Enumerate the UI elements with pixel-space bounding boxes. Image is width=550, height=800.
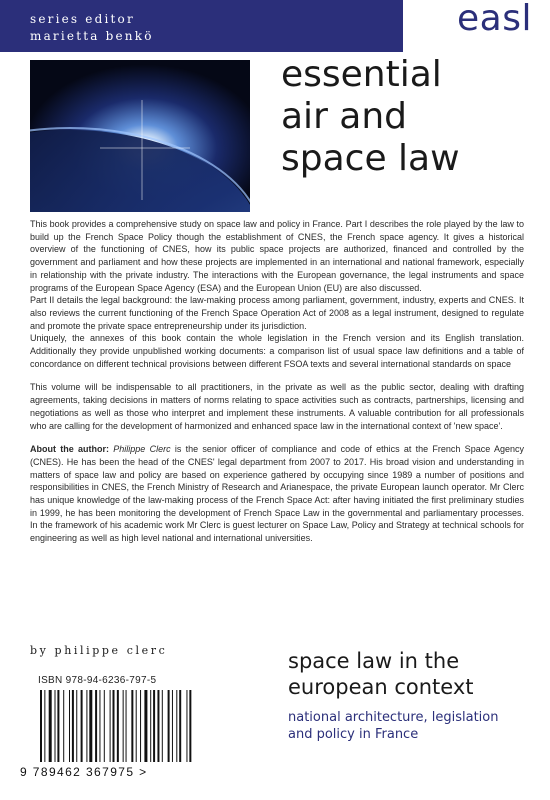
title-line: space law bbox=[281, 138, 460, 179]
subsubtitle-line: national architecture, legislation bbox=[288, 710, 499, 725]
series-subtitle bbox=[288, 648, 538, 700]
about-author-label: About the author: bbox=[30, 444, 110, 455]
isbn-label: ISBN 978-94-6236-797-5 bbox=[38, 675, 157, 686]
easl-logo-text: easl bbox=[457, 0, 532, 39]
about-author-text: is the senior officer of compliance and code of ethics at the French Space Agency (CNES). He has been the head of the CNES' legal department from 2007 to 2017. His broad vision and understanding in matters of space law and policy are based on experience gathered by occupying since 1989 a number of positions and responsibilities in CNES, the French Ministry of Research and Arianespace, the private European launch operator. Mr Clerc has unique knowledge of the law-making process of the French Space Act: after having initiated the first preliminary studies in 1999, he has been monitoring the development of French Space Law in the governmental and parliamentary processes. In the framework of his academic work Mr Clerc is guest lecturer on Space Law, Policy and Strategy at technical schools for engineering as well as high level national and international universities. bbox=[30, 444, 524, 544]
subsubtitle-line: and policy in France bbox=[288, 727, 419, 742]
blurb-paragraph: Part II details the legal background: the law-making process among parliament, government, industry, experts and CNES. It also reviews the current functioning of the French Space Operation Act of 2008 as a legal instrument, designed to regulate and promote the private space entrepreneurship under its jurisdiction. bbox=[30, 295, 524, 331]
author-name: Philippe Clerc bbox=[113, 444, 171, 455]
earth-from-space-image bbox=[30, 60, 250, 212]
subtitle-line: space law in the bbox=[288, 649, 460, 673]
blurb-paragraph: Uniquely, the annexes of this book contain the whole legislation in the French version and its English translation. Additionally they provide unpublished working documents: a comparison list of usual space law definitions and a table of concordance on different technical provisions between different FSOA texts and several international standards on space bbox=[30, 333, 524, 369]
author-byline: by philippe clerc bbox=[30, 644, 168, 657]
title-line: air and bbox=[281, 96, 408, 137]
title-line: essential bbox=[281, 54, 442, 95]
subtitle-line: european context bbox=[288, 675, 474, 699]
book-title bbox=[281, 54, 531, 180]
blurb-paragraph: This book provides a comprehensive study on space law and policy in France. Part I describes the role played by the law to build up the French Space Policy though the establishment of CNES, the French space agency. It gives a historical overview of the functioning of CNES, how its public space projects are authorized, financed and controlled by the government and parliament and how these projects are implemented in an international and national framework, especially in relationship with the private industry. The interactions with the European governance, the legal instruments and space programs of the European Space Agency (ESA) and the European Union (EU) are also discussed. bbox=[30, 219, 524, 293]
book-subtitle bbox=[288, 709, 538, 743]
blurb-paragraph: This volume will be indispensable to all practitioners, in the private as well as the public sector, dealing with drafting agreements, taking decisions in matters of norms relating to space activities such as contracts, partnerships, licensing and negotiations as well as those who interpret and implement these instruments. A valuable contribution for all professionals who are calling for the development of harmonized and enhanced space law in the international context of 'new space'. bbox=[30, 382, 524, 431]
publisher-logo bbox=[403, 0, 550, 52]
blurb bbox=[30, 218, 524, 545]
series-editor-name: marietta benkö bbox=[30, 29, 154, 43]
barcode-digits: 9 789462 367975 > bbox=[20, 765, 148, 779]
about-author bbox=[30, 443, 524, 545]
barcode-icon bbox=[38, 690, 246, 764]
series-editor-label: series editor bbox=[30, 12, 135, 26]
earth-illustration bbox=[30, 60, 250, 212]
